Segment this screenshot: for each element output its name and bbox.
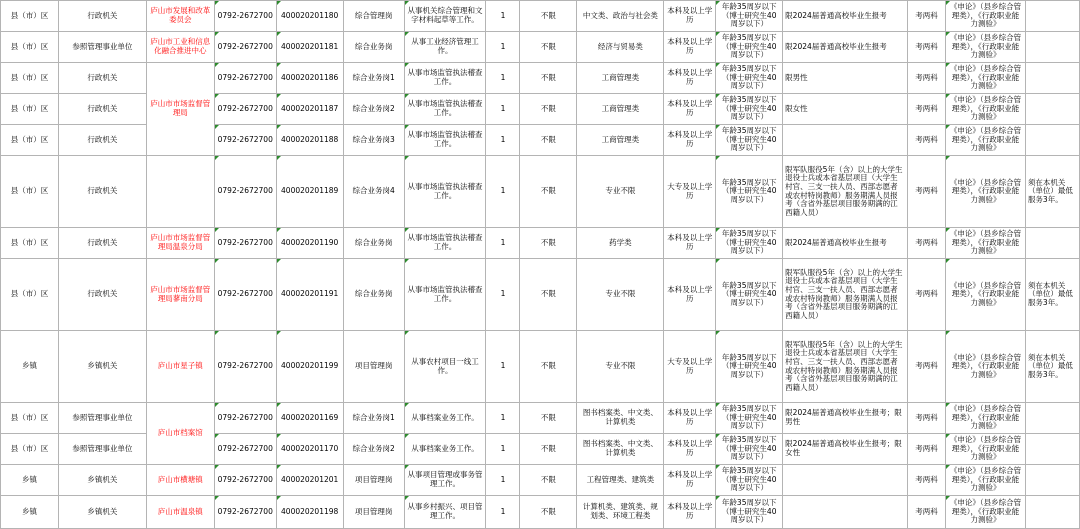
cell-age: 年龄35周岁以下（博士研究生40周岁以下） bbox=[716, 63, 783, 94]
cell-exam-count: 考两科 bbox=[908, 259, 946, 331]
cell-note: 须在本机关（单位）最低服务3年。 bbox=[1025, 331, 1079, 403]
cell-conditions: 限2024届普通高校毕业生报考；限男性 bbox=[783, 403, 908, 434]
cell-exam-subjects: 《申论》（县乡综合管理类），《行政职业能力测验》 bbox=[946, 1, 1026, 32]
cell-org-type: 行政机关 bbox=[58, 94, 146, 125]
cell-note bbox=[1025, 125, 1079, 156]
cell-major: 专业不限 bbox=[577, 259, 664, 331]
cell-position-name: 综合业务岗1 bbox=[343, 63, 404, 94]
cell-position-code: 400020201199 bbox=[276, 331, 343, 403]
cell-note bbox=[1025, 434, 1079, 465]
cell-phone: 0792-2672700 bbox=[214, 403, 276, 434]
cell-org-type: 参照管理事业单位 bbox=[58, 32, 146, 63]
cell-position-name: 综合业务岗4 bbox=[343, 156, 404, 228]
cell-position-code: 400020201170 bbox=[276, 434, 343, 465]
cell-major: 药学类 bbox=[577, 228, 664, 259]
cell-headcount: 1 bbox=[486, 156, 520, 228]
cell-org-type: 乡镇机关 bbox=[58, 496, 146, 529]
cell-position-code: 400020201169 bbox=[276, 403, 343, 434]
cell-headcount: 1 bbox=[486, 496, 520, 529]
cell-age: 年龄35周岁以下（博士研究生40周岁以下） bbox=[716, 496, 783, 529]
cell-gender: 不限 bbox=[520, 496, 577, 529]
cell-duty: 从事档案业务工作。 bbox=[404, 403, 486, 434]
cell-region: 乡镇 bbox=[1, 331, 59, 403]
cell-duty: 从事项目管理或事务管理工作。 bbox=[404, 465, 486, 496]
cell-conditions: 限女性 bbox=[783, 94, 908, 125]
table-row bbox=[1, 228, 1080, 259]
cell-phone: 0792-2672700 bbox=[214, 1, 276, 32]
table-row bbox=[1, 496, 1080, 529]
cell-org-name: 庐山市发展和改革委员会 bbox=[146, 1, 214, 32]
cell-age: 年龄35周岁以下（博士研究生40周岁以下） bbox=[716, 465, 783, 496]
cell-headcount: 1 bbox=[486, 125, 520, 156]
cell-region: 县（市）区 bbox=[1, 434, 59, 465]
cell-headcount: 1 bbox=[486, 465, 520, 496]
cell-exam-count: 考两科 bbox=[908, 434, 946, 465]
cell-note bbox=[1025, 403, 1079, 434]
cell-position-code: 400020201190 bbox=[276, 228, 343, 259]
cell-duty: 从事农村项目一线工作。 bbox=[404, 331, 486, 403]
cell-exam-count: 考两科 bbox=[908, 32, 946, 63]
cell-phone: 0792-2672700 bbox=[214, 125, 276, 156]
cell-conditions: 限2024届普通高校毕业生报考 bbox=[783, 32, 908, 63]
cell-gender: 不限 bbox=[520, 156, 577, 228]
cell-conditions: 限2024届普通高校毕业生报考 bbox=[783, 228, 908, 259]
cell-region: 县（市）区 bbox=[1, 403, 59, 434]
table-row bbox=[1, 156, 1080, 228]
cell-org-type: 行政机关 bbox=[58, 125, 146, 156]
cell-phone: 0792-2672700 bbox=[214, 156, 276, 228]
cell-major: 图书档案类、中文类、计算机类 bbox=[577, 403, 664, 434]
cell-org-type: 乡镇机关 bbox=[58, 465, 146, 496]
cell-major: 工商管理类 bbox=[577, 94, 664, 125]
cell-education: 本科及以上学历 bbox=[664, 32, 716, 63]
cell-education: 本科及以上学历 bbox=[664, 403, 716, 434]
cell-major: 工商管理类 bbox=[577, 125, 664, 156]
cell-education: 大专及以上学历 bbox=[664, 331, 716, 403]
cell-position-name: 综合业务岗2 bbox=[343, 434, 404, 465]
cell-gender: 不限 bbox=[520, 94, 577, 125]
cell-duty: 从事工业经济管理工作。 bbox=[404, 32, 486, 63]
cell-exam-count: 考两科 bbox=[908, 94, 946, 125]
cell-duty: 从事市场监管执法稽查工作。 bbox=[404, 125, 486, 156]
cell-gender: 不限 bbox=[520, 403, 577, 434]
cell-gender: 不限 bbox=[520, 465, 577, 496]
cell-note: 须在本机关（单位）最低服务3年。 bbox=[1025, 156, 1079, 228]
cell-note bbox=[1025, 465, 1079, 496]
cell-education: 本科及以上学历 bbox=[664, 125, 716, 156]
cell-org-name: 庐山市档案馆 bbox=[146, 403, 214, 465]
cell-age: 年龄35周岁以下（博士研究生40周岁以下） bbox=[716, 156, 783, 228]
cell-headcount: 1 bbox=[486, 1, 520, 32]
cell-education: 本科及以上学历 bbox=[664, 434, 716, 465]
cell-org-type: 参照管理事业单位 bbox=[58, 403, 146, 434]
cell-org-type: 行政机关 bbox=[58, 156, 146, 228]
cell-region: 县（市）区 bbox=[1, 94, 59, 125]
cell-region: 县（市）区 bbox=[1, 156, 59, 228]
cell-region: 县（市）区 bbox=[1, 125, 59, 156]
cell-phone: 0792-2672700 bbox=[214, 259, 276, 331]
cell-region: 乡镇 bbox=[1, 496, 59, 529]
cell-exam-subjects: 《申论》（县乡综合管理类），《行政职业能力测验》 bbox=[946, 403, 1026, 434]
cell-org-type: 行政机关 bbox=[58, 228, 146, 259]
table-row bbox=[1, 403, 1080, 434]
cell-conditions: 限军队服役5年（含）以上的大学生退役士兵或本省基层项目（大学生村官、三支一扶人员、西部志愿者或农村特岗教师）服务期满人员报考（含省外基层项目服务期满的江西籍人员） bbox=[783, 259, 908, 331]
cell-education: 本科及以上学历 bbox=[664, 1, 716, 32]
cell-exam-count: 考两科 bbox=[908, 63, 946, 94]
cell-exam-subjects: 《申论》（县乡综合管理类），《行政职业能力测验》 bbox=[946, 331, 1026, 403]
cell-major: 专业不限 bbox=[577, 156, 664, 228]
cell-conditions: 限2024届普通高校毕业生报考；限女性 bbox=[783, 434, 908, 465]
cell-major: 工商管理类 bbox=[577, 63, 664, 94]
cell-exam-subjects: 《申论》（县乡综合管理类），《行政职业能力测验》 bbox=[946, 259, 1026, 331]
cell-note bbox=[1025, 63, 1079, 94]
cell-exam-count: 考两科 bbox=[908, 1, 946, 32]
cell-phone: 0792-2672700 bbox=[214, 228, 276, 259]
cell-org-name: 庐山市市场监督管理局 bbox=[146, 63, 214, 156]
cell-age: 年龄35周岁以下（博士研究生40周岁以下） bbox=[716, 1, 783, 32]
cell-age: 年龄35周岁以下（博士研究生40周岁以下） bbox=[716, 228, 783, 259]
cell-gender: 不限 bbox=[520, 434, 577, 465]
cell-education: 本科及以上学历 bbox=[664, 94, 716, 125]
cell-exam-subjects: 《申论》（县乡综合管理类），《行政职业能力测验》 bbox=[946, 63, 1026, 94]
cell-phone: 0792-2672700 bbox=[214, 94, 276, 125]
cell-org-name bbox=[146, 156, 214, 228]
cell-exam-count: 考两科 bbox=[908, 403, 946, 434]
cell-position-name: 综合业务岗1 bbox=[343, 403, 404, 434]
cell-headcount: 1 bbox=[486, 331, 520, 403]
cell-exam-subjects: 《申论》（县乡综合管理类），《行政职业能力测验》 bbox=[946, 434, 1026, 465]
cell-position-code: 400020201180 bbox=[276, 1, 343, 32]
cell-exam-subjects: 《申论》（县乡综合管理类），《行政职业能力测验》 bbox=[946, 228, 1026, 259]
cell-conditions: 限2024届普通高校毕业生报考 bbox=[783, 1, 908, 32]
table-row bbox=[1, 465, 1080, 496]
cell-org-type: 行政机关 bbox=[58, 1, 146, 32]
cell-region: 县（市）区 bbox=[1, 1, 59, 32]
cell-note bbox=[1025, 228, 1079, 259]
cell-duty: 从事市场监管执法稽查工作。 bbox=[404, 156, 486, 228]
cell-phone: 0792-2672700 bbox=[214, 331, 276, 403]
cell-headcount: 1 bbox=[486, 434, 520, 465]
cell-phone: 0792-2672700 bbox=[214, 32, 276, 63]
table-row bbox=[1, 331, 1080, 403]
cell-duty: 从事市场监管执法稽查工作。 bbox=[404, 63, 486, 94]
cell-org-name: 庐山市市场监督管理局蓼南分局 bbox=[146, 259, 214, 331]
cell-gender: 不限 bbox=[520, 32, 577, 63]
cell-age: 年龄35周岁以下（博士研究生40周岁以下） bbox=[716, 434, 783, 465]
cell-position-code: 400020201201 bbox=[276, 465, 343, 496]
cell-age: 年龄35周岁以下（博士研究生40周岁以下） bbox=[716, 125, 783, 156]
cell-phone: 0792-2672700 bbox=[214, 465, 276, 496]
cell-headcount: 1 bbox=[486, 94, 520, 125]
cell-duty: 从事市场监管执法稽查工作。 bbox=[404, 228, 486, 259]
cell-position-code: 400020201189 bbox=[276, 156, 343, 228]
cell-position-code: 400020201181 bbox=[276, 32, 343, 63]
cell-age: 年龄35周岁以下（博士研究生40周岁以下） bbox=[716, 331, 783, 403]
cell-major: 计算机类、建筑类、规划类、环境工程类 bbox=[577, 496, 664, 529]
cell-note bbox=[1025, 1, 1079, 32]
table-row bbox=[1, 1, 1080, 32]
cell-position-code: 400020201198 bbox=[276, 496, 343, 529]
cell-duty: 从事市场监管执法稽查工作。 bbox=[404, 259, 486, 331]
cell-position-name: 综合业务岗 bbox=[343, 32, 404, 63]
cell-exam-count: 考两科 bbox=[908, 228, 946, 259]
cell-conditions bbox=[783, 465, 908, 496]
cell-age: 年龄35周岁以下（博士研究生40周岁以下） bbox=[716, 259, 783, 331]
cell-headcount: 1 bbox=[486, 63, 520, 94]
cell-education: 本科及以上学历 bbox=[664, 259, 716, 331]
cell-gender: 不限 bbox=[520, 63, 577, 94]
cell-org-type: 参照管理事业单位 bbox=[58, 434, 146, 465]
cell-position-code: 400020201187 bbox=[276, 94, 343, 125]
cell-org-name: 庐山市市场监督管理局温泉分局 bbox=[146, 228, 214, 259]
cell-exam-subjects: 《申论》（县乡综合管理类），《行政职业能力测验》 bbox=[946, 496, 1026, 529]
cell-exam-count: 考两科 bbox=[908, 496, 946, 529]
cell-education: 本科及以上学历 bbox=[664, 228, 716, 259]
cell-headcount: 1 bbox=[486, 32, 520, 63]
cell-age: 年龄35周岁以下（博士研究生40周岁以下） bbox=[716, 94, 783, 125]
cell-org-type: 行政机关 bbox=[58, 259, 146, 331]
cell-org-name: 庐山市星子镇 bbox=[146, 331, 214, 403]
cell-position-name: 项目管理岗 bbox=[343, 465, 404, 496]
cell-exam-subjects: 《申论》（县乡综合管理类），《行政职业能力测验》 bbox=[946, 156, 1026, 228]
cell-education: 本科及以上学历 bbox=[664, 496, 716, 529]
cell-age: 年龄35周岁以下（博士研究生40周岁以下） bbox=[716, 403, 783, 434]
cell-position-name: 综合业务岗3 bbox=[343, 125, 404, 156]
cell-position-code: 400020201191 bbox=[276, 259, 343, 331]
cell-org-name: 庐山市温泉镇 bbox=[146, 496, 214, 529]
cell-position-code: 400020201188 bbox=[276, 125, 343, 156]
cell-note bbox=[1025, 94, 1079, 125]
cell-major: 专业不限 bbox=[577, 331, 664, 403]
cell-gender: 不限 bbox=[520, 331, 577, 403]
cell-exam-subjects: 《申论》（县乡综合管理类），《行政职业能力测验》 bbox=[946, 32, 1026, 63]
cell-org-type: 乡镇机关 bbox=[58, 331, 146, 403]
cell-gender: 不限 bbox=[520, 228, 577, 259]
cell-major: 图书档案类、中文类、计算机类 bbox=[577, 434, 664, 465]
cell-major: 中文类、政治与社会类 bbox=[577, 1, 664, 32]
cell-position-name: 综合业务岗 bbox=[343, 228, 404, 259]
table-row bbox=[1, 32, 1080, 63]
cell-headcount: 1 bbox=[486, 403, 520, 434]
cell-org-name: 庐山市工业和信息化融合推进中心 bbox=[146, 32, 214, 63]
cell-phone: 0792-2672700 bbox=[214, 63, 276, 94]
cell-exam-count: 考两科 bbox=[908, 156, 946, 228]
cell-region: 县（市）区 bbox=[1, 32, 59, 63]
cell-duty: 从事档案业务工作。 bbox=[404, 434, 486, 465]
table-row bbox=[1, 63, 1080, 94]
table-row bbox=[1, 259, 1080, 331]
cell-duty: 从事乡村振兴、项目管理工作。 bbox=[404, 496, 486, 529]
cell-education: 本科及以上学历 bbox=[664, 63, 716, 94]
cell-conditions bbox=[783, 125, 908, 156]
cell-conditions bbox=[783, 496, 908, 529]
cell-region: 县（市）区 bbox=[1, 259, 59, 331]
cell-exam-subjects: 《申论》（县乡综合管理类），《行政职业能力测验》 bbox=[946, 94, 1026, 125]
cell-exam-count: 考两科 bbox=[908, 465, 946, 496]
cell-region: 县（市）区 bbox=[1, 228, 59, 259]
cell-position-name: 项目管理岗 bbox=[343, 496, 404, 529]
cell-duty: 从事市场监管执法稽查工作。 bbox=[404, 94, 486, 125]
cell-gender: 不限 bbox=[520, 125, 577, 156]
cell-note bbox=[1025, 496, 1079, 529]
cell-duty: 从事机关综合管理和文字材料起草等工作。 bbox=[404, 1, 486, 32]
cell-gender: 不限 bbox=[520, 1, 577, 32]
cell-org-type: 行政机关 bbox=[58, 63, 146, 94]
cell-exam-subjects: 《申论》（县乡综合管理类），《行政职业能力测验》 bbox=[946, 125, 1026, 156]
cell-position-code: 400020201186 bbox=[276, 63, 343, 94]
cell-position-name: 项目管理岗 bbox=[343, 331, 404, 403]
cell-region: 乡镇 bbox=[1, 465, 59, 496]
cell-headcount: 1 bbox=[486, 228, 520, 259]
cell-conditions: 限军队服役5年（含）以上的大学生退役士兵或本省基层项目（大学生村官、三支一扶人员、西部志愿者或农村特岗教师）服务期满人员报考（含省外基层项目服务期满的江西籍人员） bbox=[783, 156, 908, 228]
cell-conditions: 限男性 bbox=[783, 63, 908, 94]
cell-phone: 0792-2672700 bbox=[214, 496, 276, 529]
cell-position-name: 综合业务岗2 bbox=[343, 94, 404, 125]
cell-headcount: 1 bbox=[486, 259, 520, 331]
cell-exam-count: 考两科 bbox=[908, 331, 946, 403]
cell-education: 本科及以上学历 bbox=[664, 465, 716, 496]
cell-conditions: 限军队服役5年（含）以上的大学生退役士兵或本省基层项目（大学生村官、三支一扶人员、西部志愿者或农村特岗教师）服务期满人员报考（含省外基层项目服务期满的江西籍人员） bbox=[783, 331, 908, 403]
cell-gender: 不限 bbox=[520, 259, 577, 331]
cell-org-name: 庐山市横塘镇 bbox=[146, 465, 214, 496]
cell-age: 年龄35周岁以下（博士研究生40周岁以下） bbox=[716, 32, 783, 63]
cell-exam-subjects: 《申论》（县乡综合管理类），《行政职业能力测验》 bbox=[946, 465, 1026, 496]
cell-major: 经济与贸易类 bbox=[577, 32, 664, 63]
cell-position-name: 综合管理岗 bbox=[343, 1, 404, 32]
cell-education: 大专及以上学历 bbox=[664, 156, 716, 228]
cell-note bbox=[1025, 32, 1079, 63]
cell-region: 县（市）区 bbox=[1, 63, 59, 94]
cell-exam-count: 考两科 bbox=[908, 125, 946, 156]
cell-major: 工程管理类、建筑类 bbox=[577, 465, 664, 496]
cell-note: 须在本机关（单位）最低服务3年。 bbox=[1025, 259, 1079, 331]
cell-phone: 0792-2672700 bbox=[214, 434, 276, 465]
cell-position-name: 综合业务岗 bbox=[343, 259, 404, 331]
